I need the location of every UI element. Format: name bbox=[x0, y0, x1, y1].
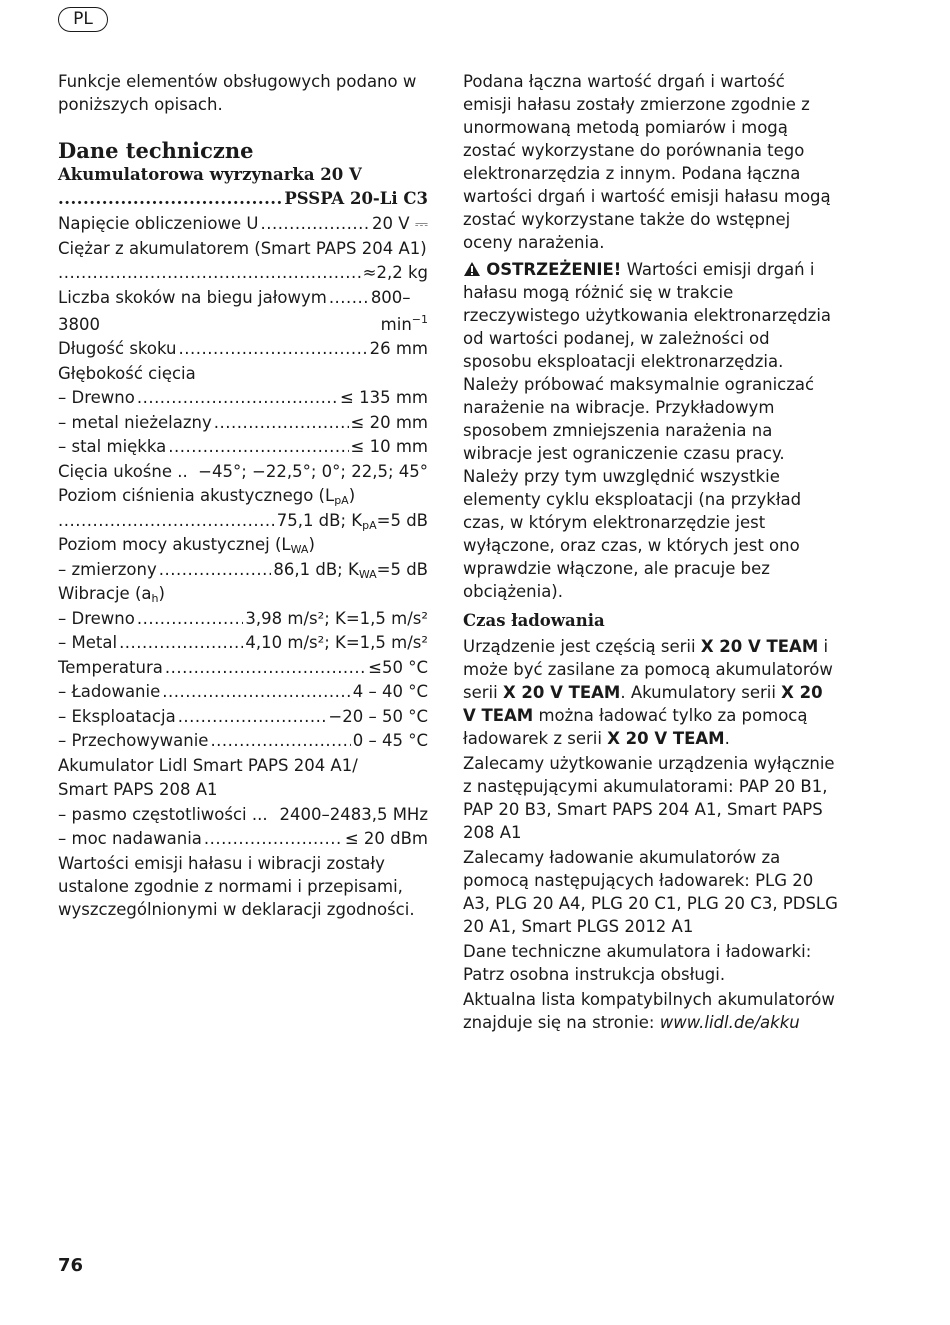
spec-value: ≤50 °C bbox=[368, 657, 428, 677]
manual-paragraph: Dane techniczne akumulatora i ładowarki: Patrz osobna instrukcja obsługi. bbox=[463, 941, 812, 984]
spec-value: 3,98 m/s²; K=1,5 m/s² bbox=[245, 608, 428, 628]
spec-strokes-cont bbox=[58, 310, 428, 337]
dot-leader bbox=[260, 212, 370, 237]
spec-voltage bbox=[58, 212, 428, 237]
intro-text: Funkcje elementów obsługowych podano w poniższych opisach. bbox=[58, 72, 417, 114]
spec-value: ≤ 135 mm bbox=[340, 388, 428, 407]
section-heading: Dane techniczne bbox=[58, 138, 254, 163]
language-badge: PL bbox=[58, 7, 108, 32]
dot-leader bbox=[159, 558, 272, 583]
spec-vib-label: Wibracje $(a_h)$ bbox=[58, 584, 165, 605]
spec-label: – zmierzony bbox=[58, 559, 157, 579]
warning-triangle-icon bbox=[463, 261, 481, 277]
spec-weight-label: Ciężar z akumulatorem (Smart PAPS 204 A1) bbox=[58, 238, 427, 258]
warning-paragraph bbox=[463, 258, 838, 603]
spec-value: ≤ 20 mm bbox=[350, 412, 428, 432]
spec-label: – Eksploatacja bbox=[58, 706, 176, 726]
dot-leader bbox=[137, 386, 338, 411]
spec-label: Cięcia ukośne .. bbox=[58, 461, 188, 481]
series-name: X 20 V TEAM bbox=[607, 728, 725, 748]
spec-swl bbox=[58, 558, 428, 583]
spec-strokes bbox=[58, 286, 428, 311]
spec-temp-storage bbox=[58, 729, 428, 754]
spec-label: Długość skoku bbox=[58, 339, 177, 358]
dot-leader bbox=[58, 509, 275, 534]
spec-vib-wood bbox=[58, 607, 428, 632]
spec-value: 75,1 dB; $K_{pA}=5$ dB bbox=[276, 510, 428, 532]
compatibility-paragraph: Aktualna lista kompatybilnych akumulatorów znajduje się na stronie: www.lidl.de/akku bbox=[463, 989, 835, 1032]
spec-label: – pasmo częstotliwości ... bbox=[58, 804, 268, 824]
emission-note: Wartości emisji hałasu i wibracji zostały ustalone zgodnie z normami i przepisami, wyszczególnionymi w deklaracji zgodności. bbox=[58, 853, 415, 919]
spec-cut-steel bbox=[58, 435, 428, 460]
spec-value: 4,10 m/s²; K=1,5 m/s² bbox=[245, 633, 428, 652]
dot-leader bbox=[204, 827, 343, 852]
spec-frequency bbox=[58, 803, 428, 828]
page-number: 76 bbox=[58, 1255, 84, 1276]
spec-unit: $\min^{-1}$ bbox=[380, 313, 428, 334]
spec-label: Temperatura bbox=[58, 657, 163, 677]
spec-label: – Metal bbox=[58, 633, 118, 652]
product-name: Akumulatorowa wyrzynarka 20 V bbox=[58, 165, 362, 184]
dot-leader bbox=[162, 680, 351, 705]
batteries-paragraph: Zalecamy użytkowanie urządzenia wyłącznie z następującymi akumulatorami: PAP 20 B1, PAP 20 B3, Smart PAPS 204 A1, Smart PAPS 208 A1 bbox=[463, 753, 835, 842]
spec-label: Napięcie obliczeniowe U bbox=[58, 214, 259, 233]
spec-value: 800– bbox=[370, 287, 411, 307]
spec-temp-operate bbox=[58, 705, 428, 730]
left-column bbox=[58, 70, 428, 921]
spec-label: – Przechowywanie bbox=[58, 731, 209, 750]
spec-label: – stal miękka bbox=[58, 437, 167, 456]
spec-label: – Ładowanie bbox=[58, 682, 161, 701]
dot-leader bbox=[58, 186, 282, 212]
spec-spl-label: Poziom ciśnienia akustycznego $(L_{pA})$ bbox=[58, 486, 356, 507]
spec-cut-wood bbox=[58, 386, 428, 411]
spec-weight bbox=[58, 261, 428, 286]
model-name: PSSPA 20-Li C3 bbox=[284, 189, 428, 208]
dot-leader bbox=[178, 705, 327, 730]
spec-value: 3800 bbox=[58, 315, 100, 334]
dot-leader bbox=[210, 729, 350, 754]
spec-power bbox=[58, 827, 428, 852]
model-row bbox=[58, 186, 428, 212]
spec-cut-nonferrous bbox=[58, 411, 428, 436]
series-name: X 20 V TEAM bbox=[700, 636, 819, 656]
spec-value: 86,1 dB; $K_{WA}=5$ dB bbox=[273, 559, 428, 581]
dot-leader bbox=[168, 435, 348, 460]
spec-label: – moc nadawania bbox=[58, 829, 202, 848]
series-name: X 20 V TEAM bbox=[463, 682, 823, 725]
spec-stroke-length bbox=[58, 337, 428, 362]
spec-label: – Drewno bbox=[58, 388, 135, 407]
spec-label: – metal nieżelazny bbox=[58, 412, 212, 432]
website-link[interactable]: www.lidl.de/akku bbox=[659, 1012, 800, 1032]
dot-leader bbox=[179, 337, 368, 362]
spec-value: 4 – 40 °C bbox=[352, 682, 428, 701]
spec-value: 20 V ⎓ bbox=[372, 214, 428, 233]
spec-vib-metal bbox=[58, 631, 428, 656]
spec-value: ≈2,2 kg bbox=[362, 263, 428, 282]
spec-value: 26 mm bbox=[369, 339, 428, 358]
spec-temp bbox=[58, 656, 428, 681]
vibration-info-paragraph: Podana łączna wartość drgań i wartość emisji hałasu zostały zmierzone zgodnie z unormowaną metodą pomiarów i mogą zostać wykorzystane do porównania tego elektronarzędzia z innym. Podana łączna wartości drgań i wartość emisji hałasu mogą zostać wykorzystane także do wstępnej oceny narażenia. bbox=[463, 72, 831, 252]
spec-spl bbox=[58, 509, 428, 534]
dot-leader bbox=[137, 607, 244, 632]
spec-cut-depth-label: Głębokość cięcia bbox=[58, 363, 196, 383]
warning-text: Wartości emisji drgań i hałasu mogą różnić się w trakcie rzeczywistego użytkowania elektronarzędzia od wartości podanej, w zależności od sposobu eksploatacji elektronarzędzia. Należy próbować maksymalnie ograniczać narażenie na wibracje. Przykładowym sposobem zmniejszenia narażenia na wibracje jest ograniczenie czasu pracy. Należy przy tym uwzględnić wszystkie elementy cyklu eksploatacji (na przykład czas, w którym elektronarzędzie jest wyłączone, oraz czas, w których jest ono wprawdzie włączone, ale pracuje bez obciążenia). bbox=[463, 260, 832, 601]
spec-value: ≤ 10 mm bbox=[350, 437, 428, 456]
spec-value: 2400–2483,5 MHz bbox=[279, 804, 428, 824]
dot-leader bbox=[214, 411, 349, 436]
spec-label: – Drewno bbox=[58, 608, 135, 628]
chargers-paragraph: Zalecamy ładowanie akumulatorów za pomocą następujących ładowarek: PLG 20 A3, PLG 20 A4, PLG 20 C1, PLG 20 C3, PDSLG 20 A1, Smart PLGS 2012 A1 bbox=[463, 847, 838, 936]
spec-value: ≤ 20 dBm bbox=[344, 829, 428, 848]
dot-leader bbox=[58, 261, 361, 286]
spec-value: −20 – 50 °C bbox=[328, 706, 428, 726]
charging-time-heading: Czas ładowania bbox=[463, 611, 605, 630]
spec-label: Liczba skoków na biegu jałowym bbox=[58, 287, 327, 307]
spec-temp-charge bbox=[58, 680, 428, 705]
spec-battery-line1: Akumulator Lidl Smart PAPS 204 A1/ bbox=[58, 755, 358, 775]
warning-label: OSTRZEŻENIE! bbox=[486, 260, 622, 279]
spec-swl-label: Poziom mocy akustycznej $(L_{WA})$ bbox=[58, 535, 315, 556]
series-paragraph: Urządzenie jest częścią serii X 20 V TEAM i może być zasilane za pomocą akumulatorów serii X 20 V TEAM. Akumulatory serii X 20 V TEAM można ładować tylko za pomocą ładowarek z serii X 20 V TEAM. bbox=[463, 636, 833, 748]
spec-battery-line2: Smart PAPS 208 A1 bbox=[58, 780, 218, 799]
dot-leader bbox=[165, 656, 366, 681]
dot-leader bbox=[119, 631, 243, 656]
series-name: X 20 V TEAM bbox=[502, 682, 621, 702]
right-column bbox=[463, 70, 838, 1036]
spec-value: 0 – 45 °C bbox=[352, 731, 428, 750]
spec-value: −45°; −22,5°; 0°; 22,5; 45° bbox=[198, 461, 428, 481]
spec-bevel bbox=[58, 460, 428, 485]
dot-leader bbox=[329, 286, 369, 311]
